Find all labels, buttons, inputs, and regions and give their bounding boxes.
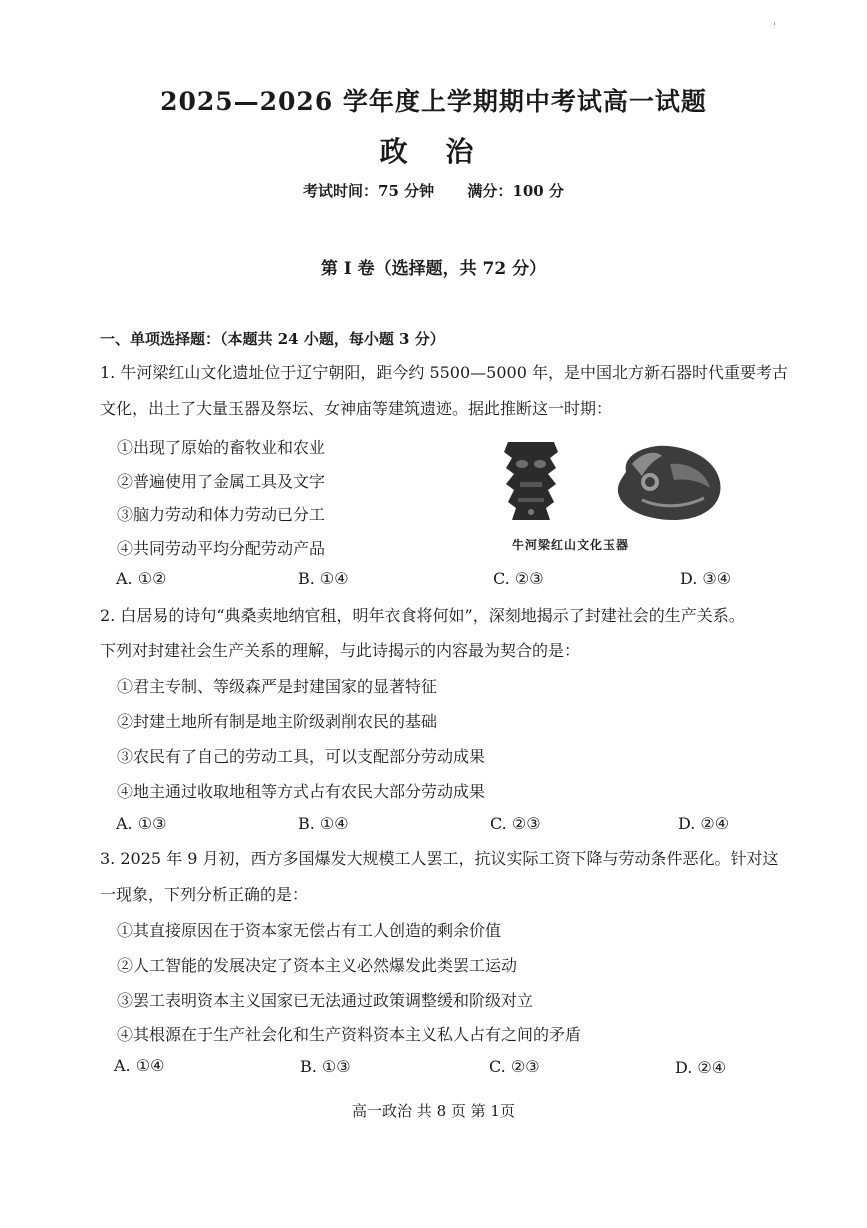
question-2-choice-c: C. ②③ [490,814,541,833]
corner-mark: ' [773,22,776,33]
exam-score: 满分：100 分 [467,182,564,200]
question-1-choice-b: B. ①④ [298,569,349,588]
question-3-stem-line-2: 一现象，下列分析正确的是： [100,885,309,904]
exam-time: 考试时间：75 分钟 [303,182,435,200]
question-2-item-4: ④地主通过收取地租等方式占有农民大部分劳动成果 [117,782,486,801]
question-1-item-4: ④共同劳动平均分配劳动产品 [117,539,326,558]
question-1-choice-a: A. ①② [116,569,167,588]
question-2-choice-b: B. ①④ [298,814,349,833]
question-1-choice-c: C. ②③ [493,569,544,588]
subject-title: 政 治 [379,135,488,168]
question-2-stem-line-2: 下列对封建社会生产关系的理解，与此诗揭示的内容最为契合的是： [100,641,581,660]
question-3-item-4: ④其根源在于生产社会化和生产资料资本主义私人占有之间的矛盾 [117,1025,582,1044]
exam-meta [0,180,867,201]
section-heading: 一、单项选择题：（本题共 24 小题，每小题 3 分） [100,330,445,348]
question-1-choice-d: D. ③④ [680,569,732,588]
question-1-stem-line-1: 1. 牛河梁红山文化遗址位于辽宁朝阳，距今约 5500—5000 年，是中国北方新石器时代重要考古 [100,363,788,382]
question-2-stem-line-1: 2. 白居易的诗句“典桑卖地纳官租，明年衣食将何如”，深刻地揭示了封建社会的生产关系。 [100,606,745,625]
page-footer: 高一政治 共 8 页 第 1页 [352,1102,515,1120]
question-1-item-1: ①出现了原始的畜牧业和农业 [117,438,326,457]
question-2-choice-d: D. ②④ [678,814,730,833]
jade-pig-dragon-image [612,442,726,522]
question-2-choice-a: A. ①③ [116,814,167,833]
question-3-item-3: ③罢工表明资本主义国家已无法通过政策调整缓和阶级对立 [117,991,534,1010]
jade-plaque-image [500,438,562,524]
question-3-choice-a: A. ①④ [114,1056,165,1075]
question-1-stem-line-2: 文化，出土了大量玉器及祭坛、女神庙等建筑遗迹。据此推断这一时期： [100,399,613,418]
jade-image-caption: 牛河梁红山文化玉器 [512,538,630,552]
question-3-item-1: ①其直接原因在于资本家无偿占有工人创造的剩余价值 [117,921,502,940]
question-3-choice-d: D. ②④ [675,1058,727,1077]
question-2-item-3: ③农民有了自己的劳动工具，可以支配部分劳动成果 [117,747,486,766]
question-1-item-3: ③脑力劳动和体力劳动已分工 [117,505,326,524]
question-3-choice-b: B. ①③ [300,1057,351,1076]
question-2-item-1: ①君主专制、等级森严是封建国家的显著特征 [117,677,438,696]
volume-heading: 第 I 卷（选择题，共 72 分） [320,259,547,279]
question-2-item-2: ②封建土地所有制是地主阶级剥削农民的基础 [117,712,438,731]
question-3-item-2: ②人工智能的发展决定了资本主义必然爆发此类罢工运动 [117,956,518,975]
question-1-item-2: ②普遍使用了金属工具及文字 [117,472,326,491]
question-3-choice-c: C. ②③ [489,1057,540,1076]
exam-title: 2025—2026 学年度上学期期中考试高一试题 [160,87,707,116]
question-3-stem-line-1: 3. 2025 年 9 月初，西方多国爆发大规模工人罢工，抗议实际工资下降与劳动条件恶化。针对这 [100,849,779,868]
